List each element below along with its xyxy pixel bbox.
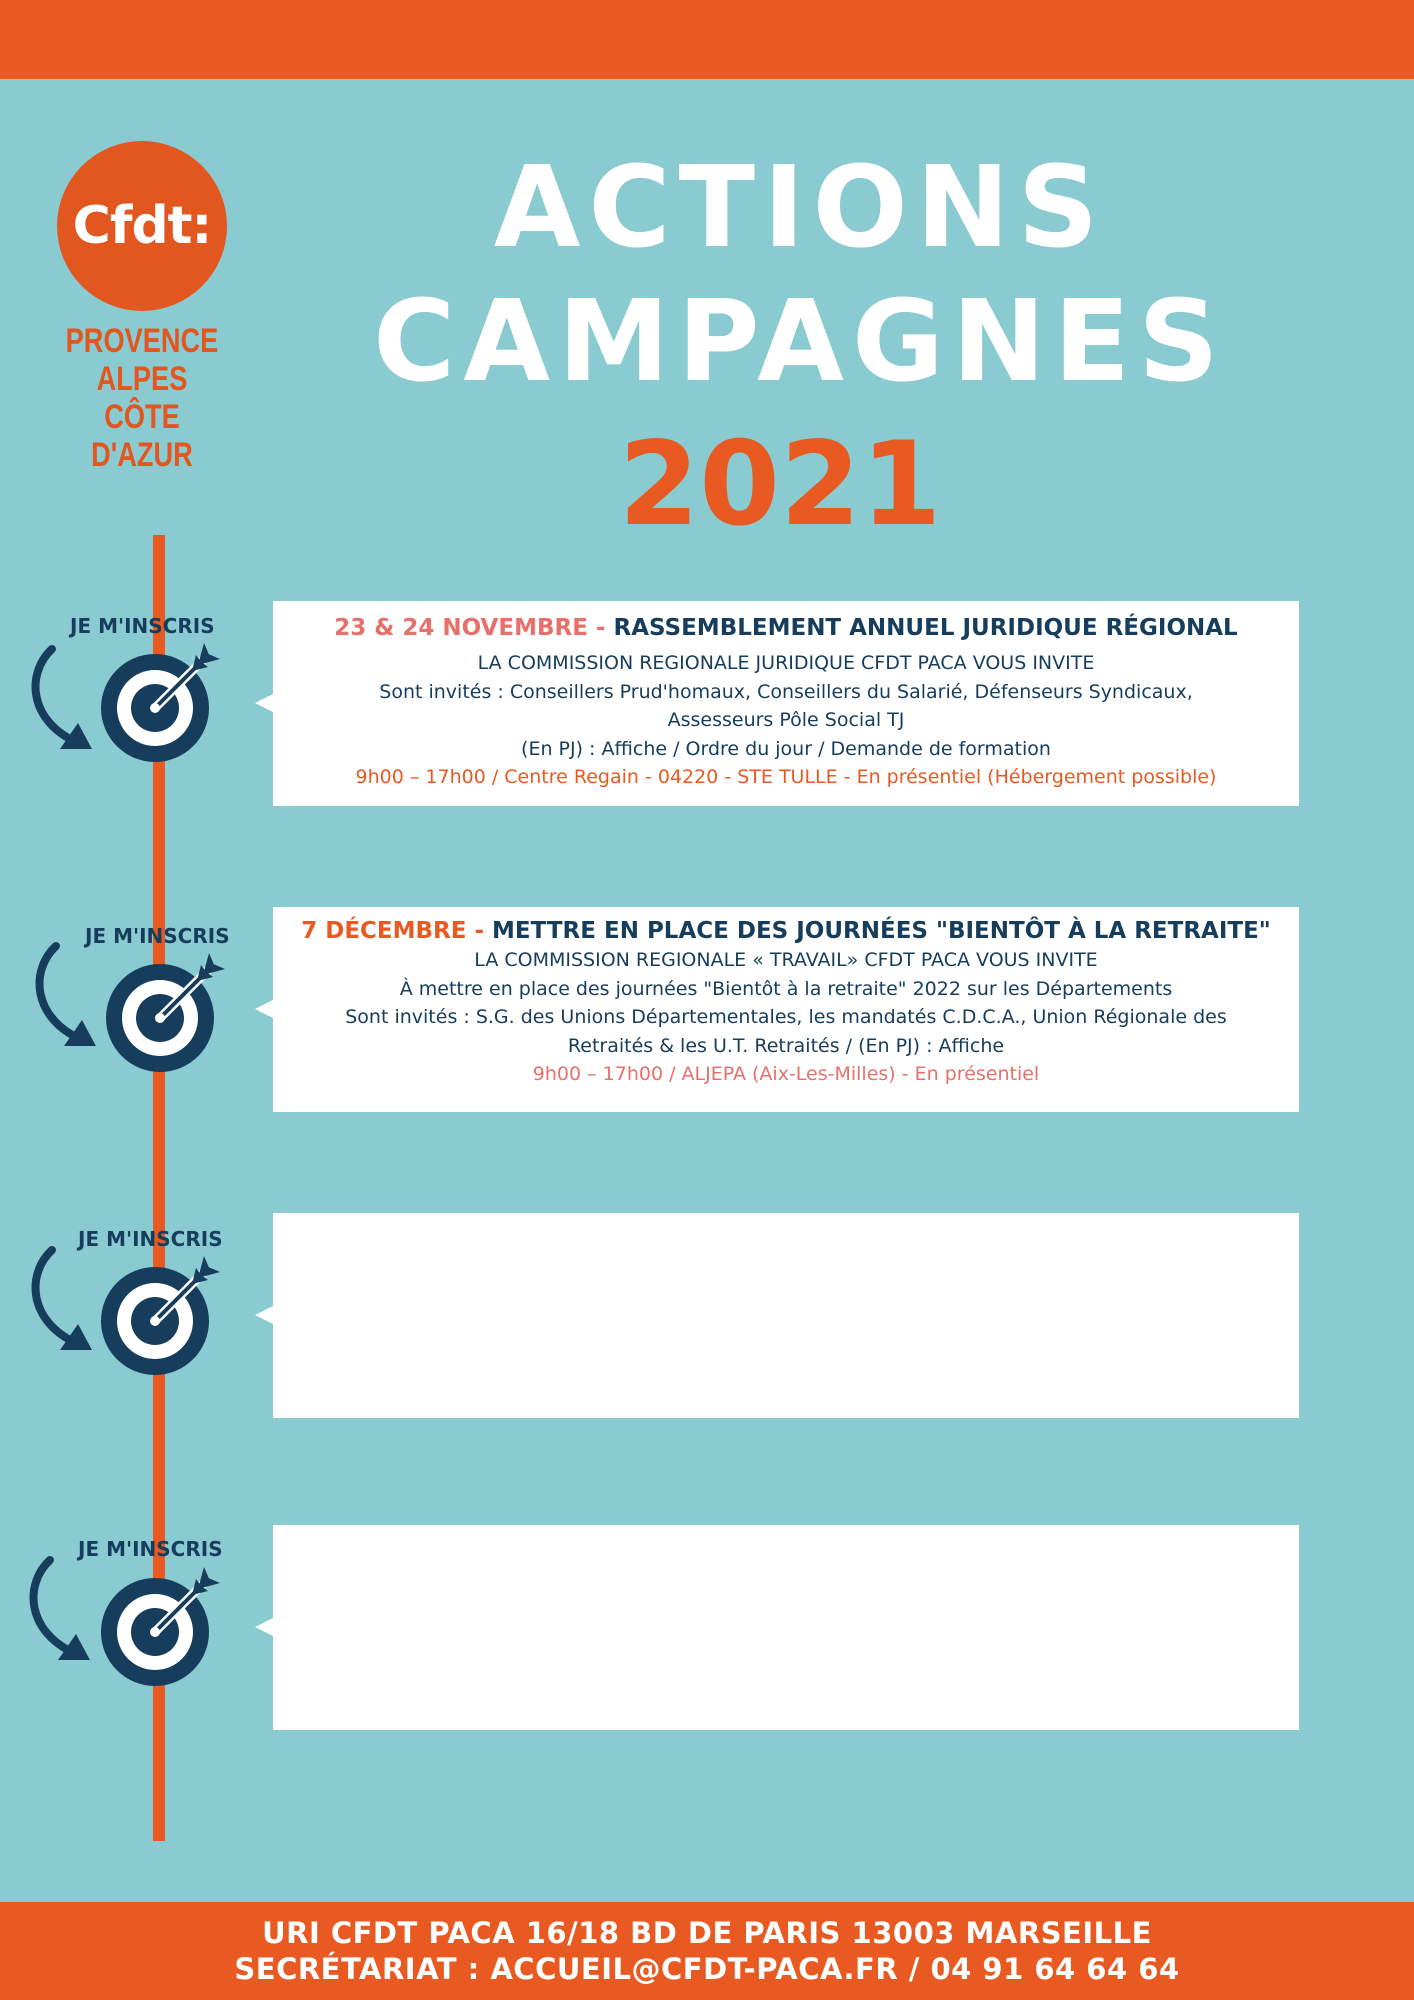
logo-region-line: CÔTE D'AZUR [91,398,193,474]
target-arrow-icon[interactable] [105,953,225,1073]
event-card-empty [273,1525,1299,1730]
event-date: 7 DÉCEMBRE - [301,918,485,944]
footer-address: URI CFDT PACA 16/18 BD DE PARIS 13003 MARSEILLE [262,1916,1152,1950]
event-info: 9h00 – 17h00 / ALJEPA (Aix-Les-Milles) - En présentiel [532,1063,1040,1085]
page-title-line2: CAMPAGNES [373,277,1227,407]
event-line: À mettre en place des journées "Bientôt à la retraite" 2022 sur les Départements [399,977,1173,1000]
event-line: LA COMMISSION REGIONALE « TRAVAIL» CFDT PACA VOUS INVITE [474,949,1098,971]
curved-arrow-icon [22,1246,102,1356]
event-line: Assesseurs Pôle Social TJ [667,709,905,731]
event-date: 23 & 24 NOVEMBRE - [334,615,606,641]
event-card [273,601,1299,806]
event-title: METTRE EN PLACE DES JOURNÉES "BIENTÔT À LA RETRAITE" [492,918,1271,944]
curved-arrow-icon [26,942,106,1052]
top-banner [0,0,1414,79]
event-info: 9h00 – 17h00 / Centre Regain - 04220 - STE TULLE - En présentiel (Hébergement possible) [355,766,1217,788]
page-year: 2021 [618,417,942,552]
target-arrow-icon[interactable] [100,1567,220,1687]
event-heading [273,916,1299,946]
curved-arrow-icon [20,1556,100,1666]
event-line: Retraités & les U.T. Retraités / (En PJ) : Affiche [567,1034,1005,1057]
footer-secretariat: SECRÉTARIAT : ACCUEIL@CFDT-PACA.FR / 04 91 64 64 64 [234,1952,1180,1986]
logo-region-line: PROVENCE [65,322,219,360]
event-card [273,907,1299,1112]
register-link[interactable]: JE M'INSCRIS [70,614,215,638]
event-line: (En PJ) : Affiche / Ordre du jour / Demande de formation [521,737,1051,760]
event-line: Sont invités : S.G. des Unions Départementales, les mandatés C.D.C.A., Union Régionale des [345,1006,1227,1028]
curved-arrow-icon [22,645,102,755]
event-line: Sont invités : Conseillers Prud'homaux, Conseillers du Salarié, Défenseurs Syndicaux, [379,680,1193,703]
event-line: LA COMMISSION REGIONALE JURIDIQUE CFDT PACA VOUS INVITE [477,652,1095,674]
logo-region [60,322,223,474]
cfdt-logo [57,141,227,311]
register-link[interactable]: JE M'INSCRIS [78,1537,223,1561]
target-arrow-icon[interactable] [100,1256,220,1376]
footer-contact [0,1902,1414,2000]
event-heading [273,613,1299,643]
event-card-empty [273,1213,1299,1418]
logo-region-line: ALPES [96,360,188,398]
logo-mark: Cfdt: [72,196,212,256]
event-title: RASSEMBLEMENT ANNUEL JURIDIQUE RÉGIONAL [613,615,1238,641]
page-title-line1: ACTIONS [493,143,1107,273]
register-link[interactable]: JE M'INSCRIS [85,924,230,948]
register-link[interactable]: JE M'INSCRIS [78,1227,223,1251]
target-arrow-icon[interactable] [100,643,220,763]
